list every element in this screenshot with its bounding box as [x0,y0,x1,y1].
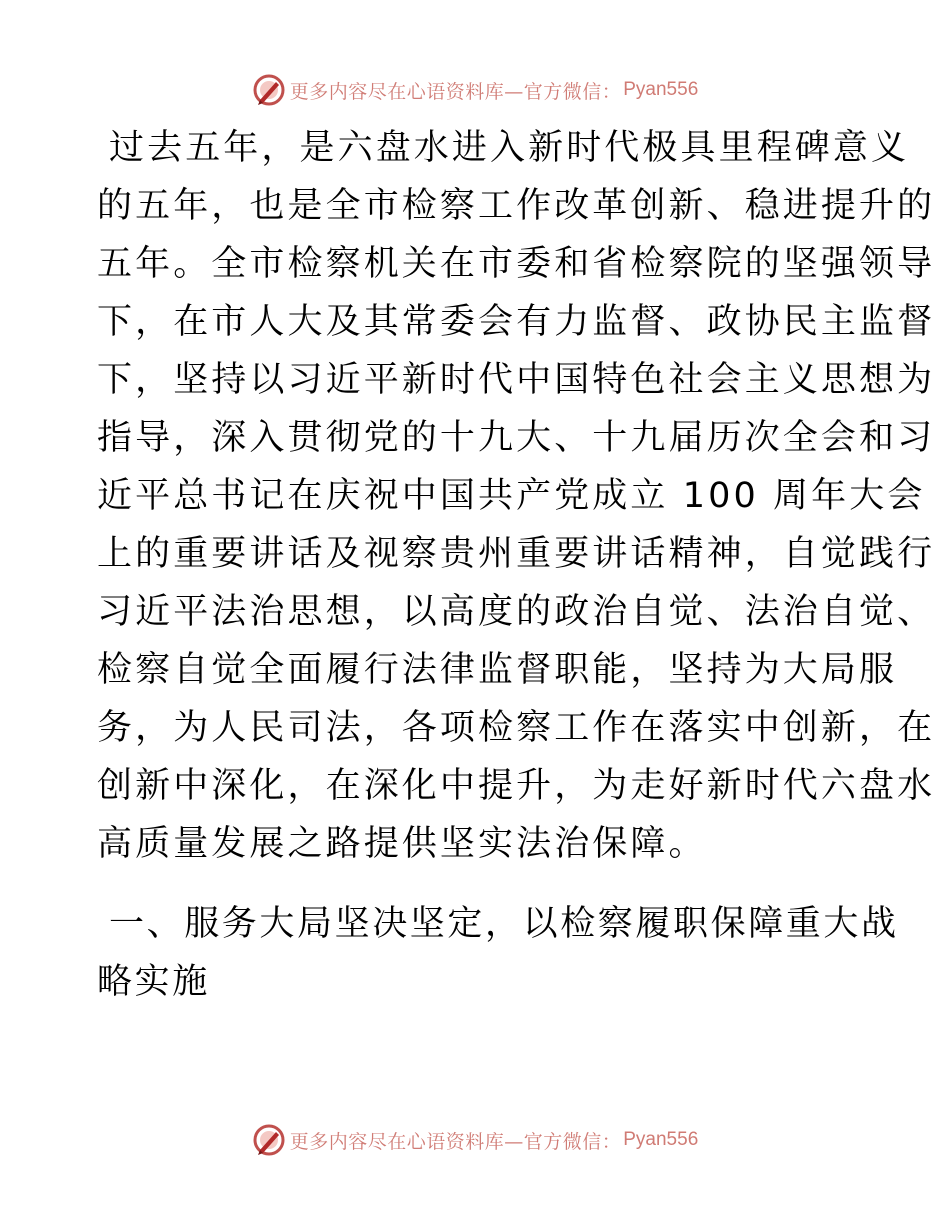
watermark-text: 更多内容尽在心语资料库—官方微信： [289,1130,622,1153]
text-line: 下，坚持以习近平新时代中国特色社会主义思想为 [97,360,936,400]
text-line: 务，为人民司法，各项检察工作在落实中创新，在 [97,708,936,748]
text-line: 近平总书记在庆祝中国共产党成立 100 周年大会 [97,476,926,516]
watermark-wechat-id: Pyan556 [623,1129,699,1150]
text-line: 习近平法治思想，以高度的政治自觉、法治自觉、 [97,592,936,632]
text-line: 高质量发展之路提供坚实法治保障。 [97,824,707,864]
footer-watermark [0,1120,950,1160]
pen-logo-icon [252,1123,286,1157]
pen-logo-icon [252,73,286,107]
watermark-text: 更多内容尽在心语资料库—官方微信： [289,80,622,103]
text-line: 过去五年，是六盘水进入新时代极具里程碑意义 [109,128,910,168]
text-line: 指导，深入贯彻党的十九大、十九届历次全会和习 [97,418,936,458]
text-line: 检察自觉全面履行法律监督职能，坚持为大局服 [97,650,898,690]
text-line: 五年。全市检察机关在市委和省检察院的坚强领导 [97,244,936,284]
header-watermark [0,70,950,110]
text-line: 下，在市人大及其常委会有力监督、政协民主监督 [97,302,936,342]
text-line: 的五年，也是全市检察工作改革创新、稳进提升的 [97,186,936,226]
text-line: 创新中深化，在深化中提升，为走好新时代六盘水 [97,766,936,806]
document-body [97,119,936,1011]
heading-line: 略实施 [97,962,210,1002]
watermark-wechat-id: Pyan556 [623,79,699,100]
section-heading [97,895,899,1011]
heading-line: 一、服务大局坚决坚定，以检察履职保障重大战 [109,904,899,944]
text-line: 上的重要讲话及视察贵州重要讲话精神，自觉践行 [97,534,936,574]
body-paragraph [97,119,936,873]
